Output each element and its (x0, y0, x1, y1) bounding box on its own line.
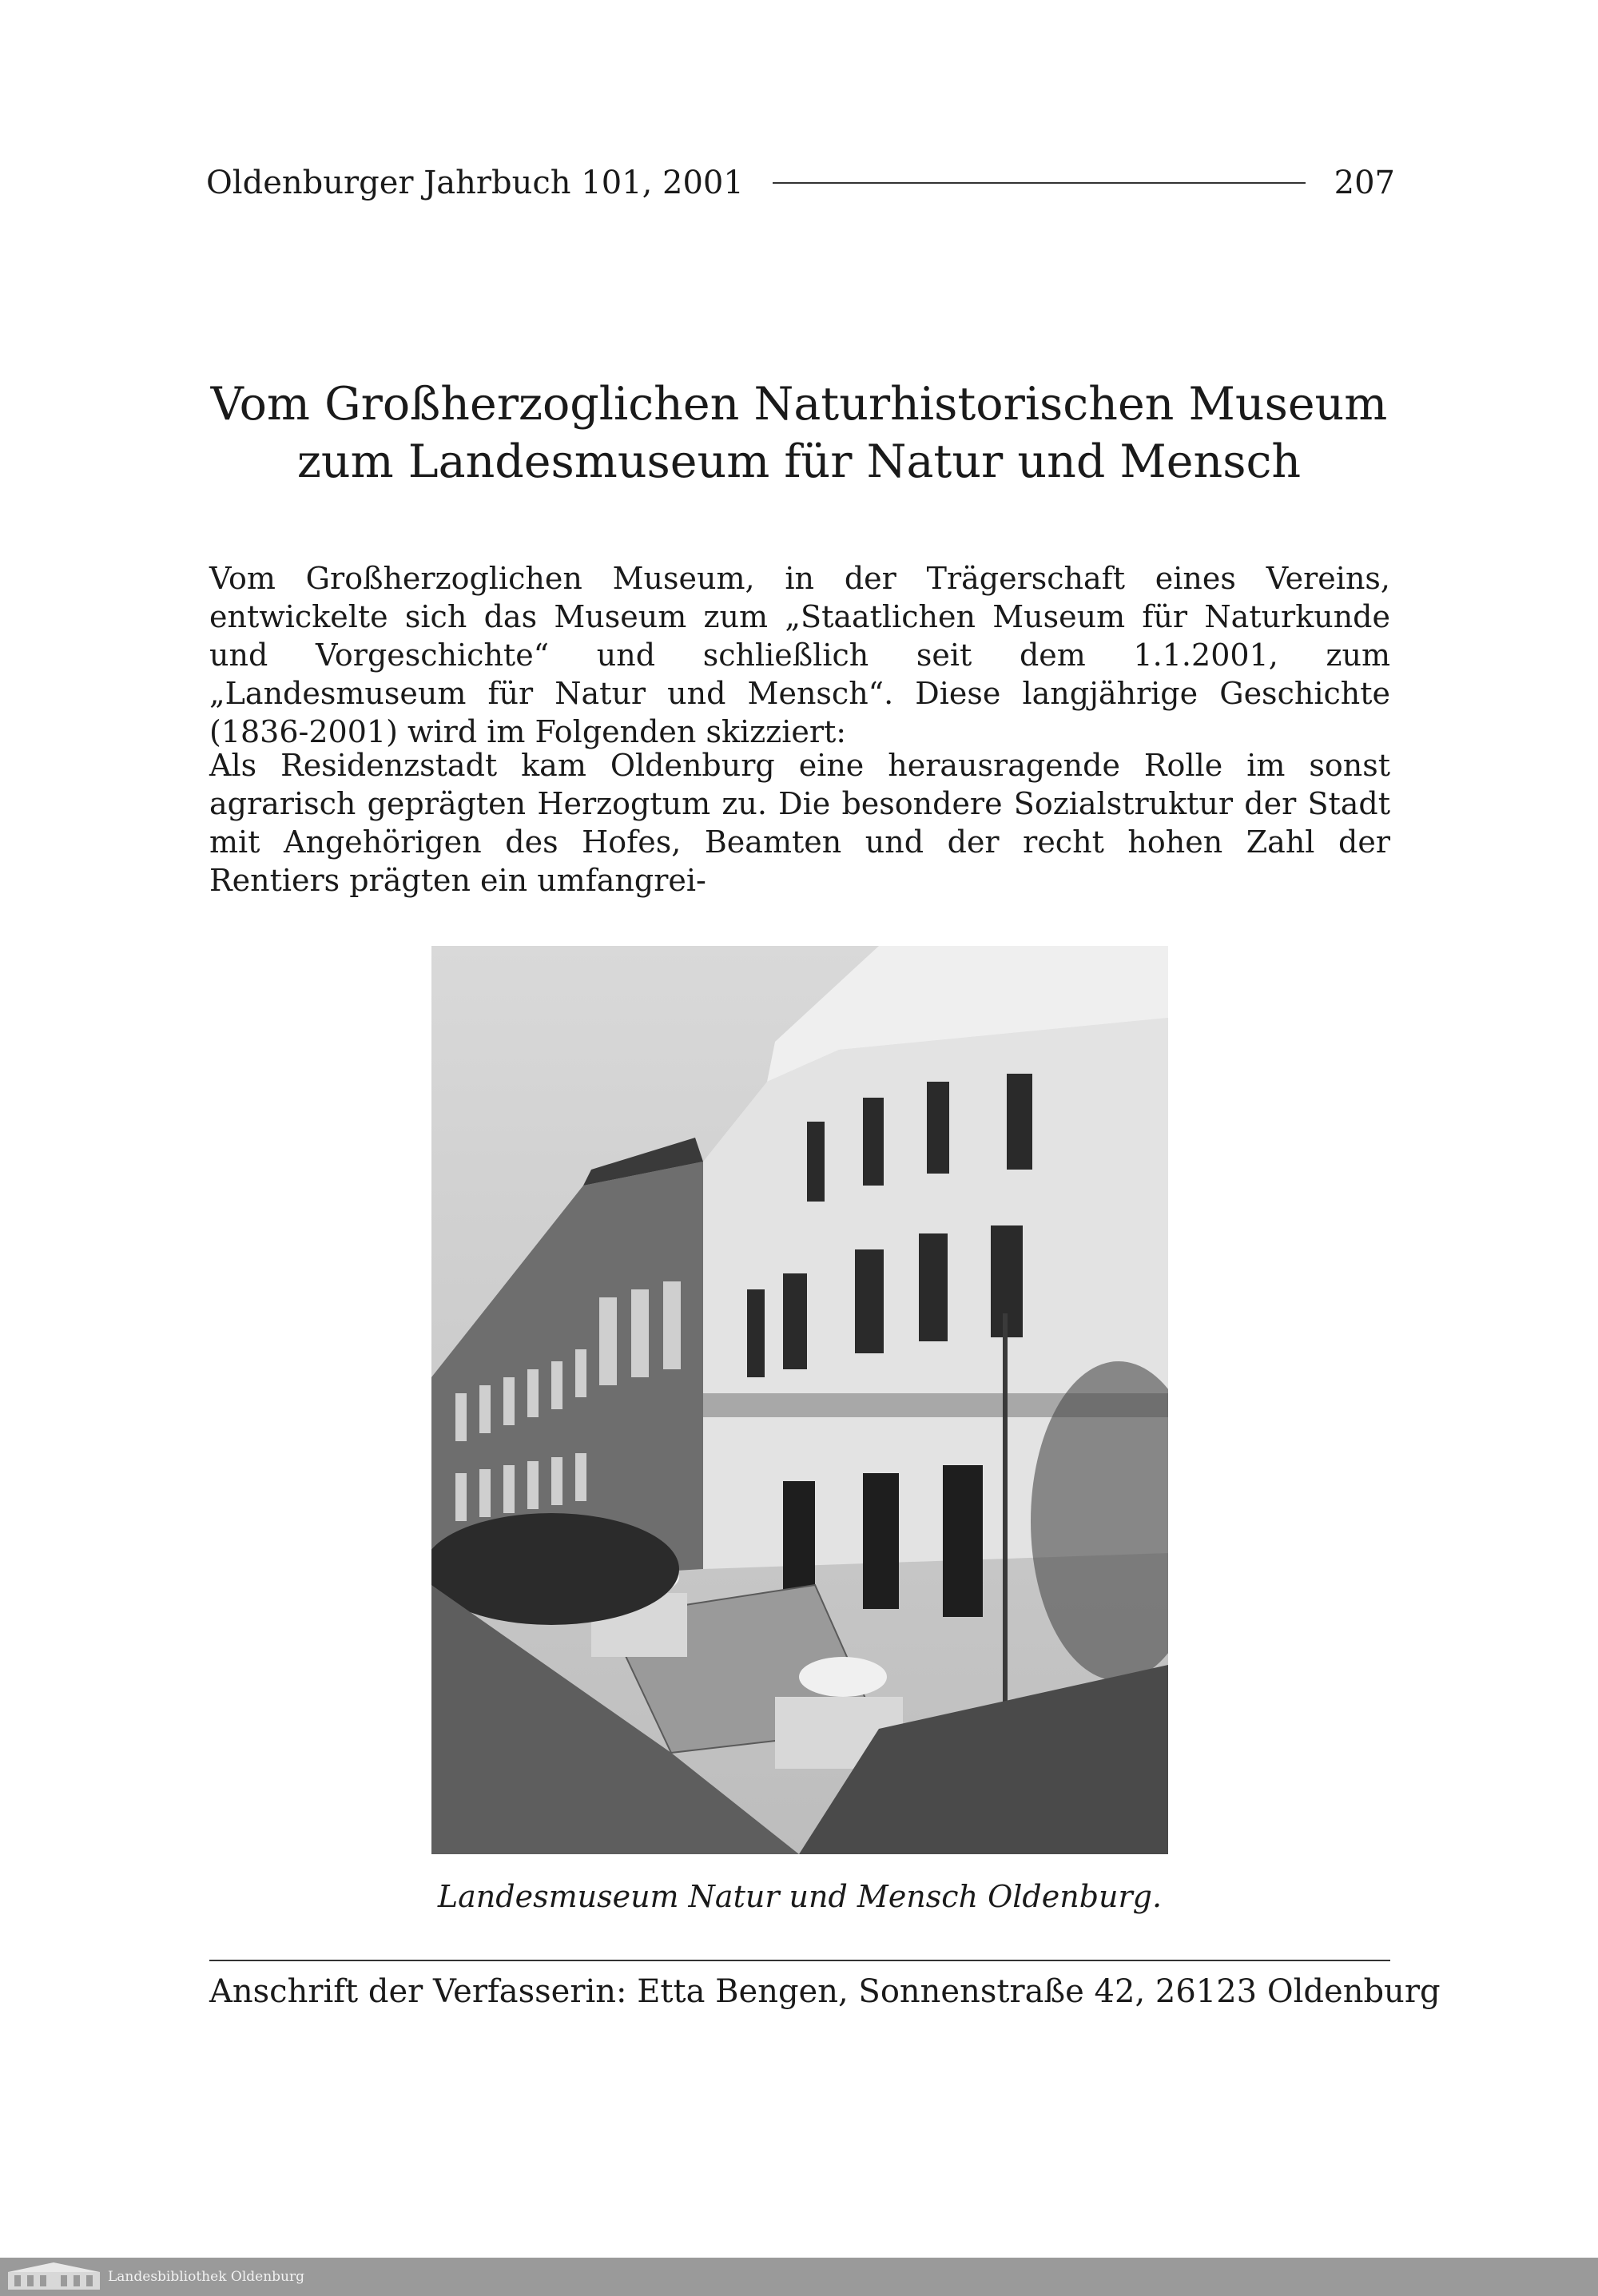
article-title (160, 375, 1438, 491)
title-line-1: Vom Großherzoglichen Naturhistorischen Museum (210, 378, 1388, 431)
header-rule (773, 182, 1306, 184)
paragraph-intro: Vom Großherzoglichen Museum, in der Trägerschaft eines Vereins, entwickelte sich das Museum zum „Staatlichen Museum für Naturkunde und Vorgeschichte“ und schließlich seit dem 1.1.2001, zum „Landesmuseum für Natur und Mensch“. Diese langjährige Geschichte (1836-2001) wird im Folgenden skizziert: (209, 561, 1390, 749)
page-number: 207 (1334, 165, 1395, 201)
library-name: Landesbibliothek Oldenburg (108, 2269, 305, 2285)
journal-title: Oldenburger Jahrbuch 101, 2001 (206, 165, 744, 201)
footnote-rule (209, 1960, 1390, 1961)
title-line-2: zum Landesmuseum für Natur und Mensch (296, 435, 1302, 488)
library-building-icon (8, 2261, 100, 2293)
running-head (206, 163, 1395, 203)
author-address: Anschrift der Verfasserin: Etta Bengen, Sonnenstraße 42, 26123 Oldenburg (209, 1973, 1441, 2010)
paragraph-body: Als Residenzstadt kam Oldenburg eine herausragende Rolle im sonst agrarisch geprägten Herzogtum zu. Die besondere Sozialstruktur der Stadt mit Angehörigen des Hofes, Beamten und der recht hohen Zahl der Rentiers prägten ein umfangrei- (209, 748, 1390, 898)
museum-photo (431, 946, 1168, 1854)
library-footer (0, 2258, 1598, 2296)
figure-caption: Landesmuseum Natur und Mensch Oldenburg. (437, 1879, 1163, 1914)
